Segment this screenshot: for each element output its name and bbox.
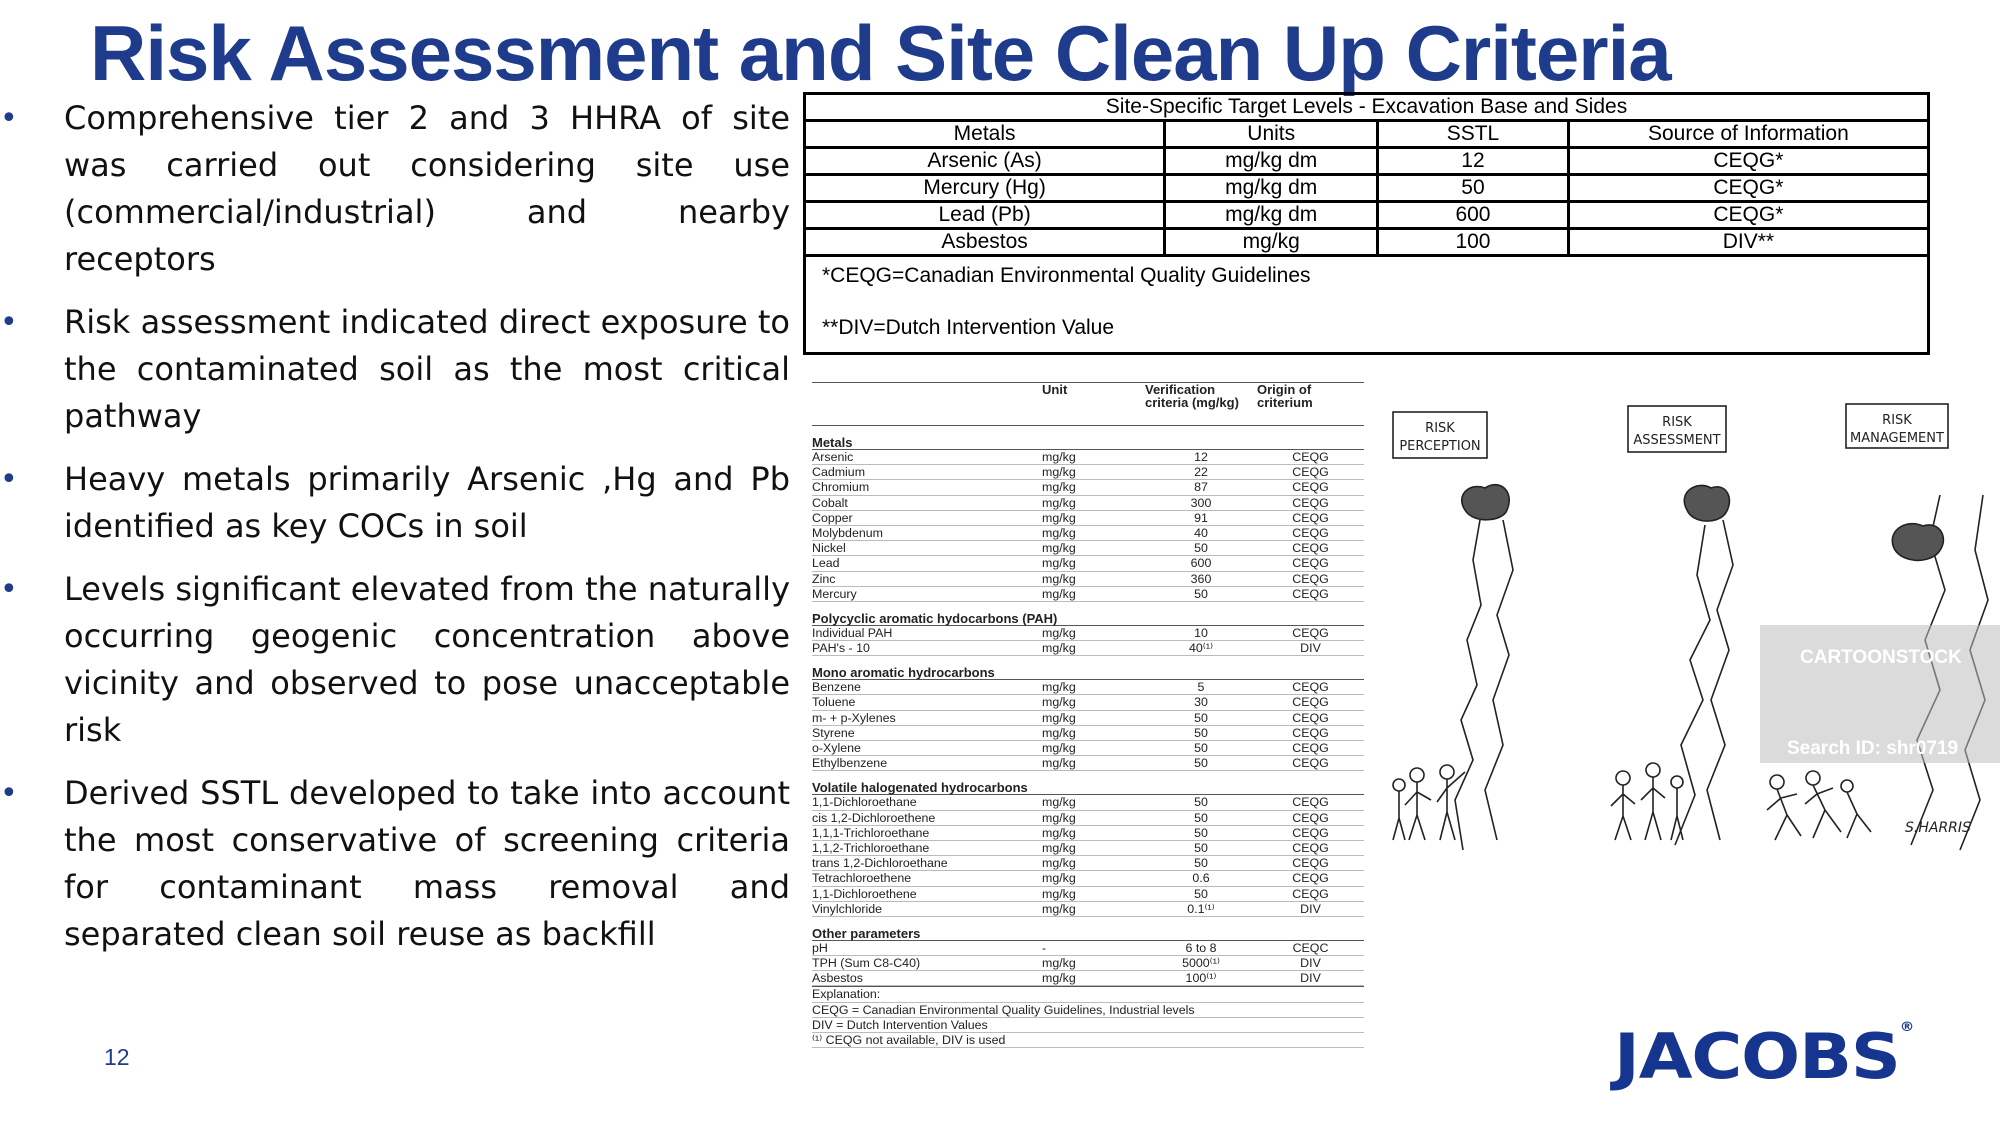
criteria-cell: PAH's - 10: [812, 641, 870, 656]
criteria-explanation-line: CEQG = Canadian Environmental Quality Guidelines, Industrial levels: [812, 1003, 1364, 1018]
criteria-header-unit: Unit: [1042, 382, 1068, 397]
sign-risk-assessment-line1: RISK: [1662, 415, 1692, 430]
criteria-row: [812, 641, 1364, 656]
sstl-row: [806, 202, 1927, 229]
bullet-dot-icon: •: [0, 776, 18, 811]
sstl-table: [803, 92, 1930, 355]
bullet-dot-icon: •: [0, 305, 18, 340]
criteria-cell: Chromium: [812, 480, 870, 495]
criteria-cell: 5000⁽¹⁾: [1182, 956, 1220, 971]
criteria-cell: 87: [1194, 480, 1208, 495]
sstl-cell: mg/kg: [1165, 229, 1378, 256]
bullet-item: • Levels significant elevated from the naturally occurring geogenic concentration above vicinity and observed to pose unacceptable risk: [0, 566, 790, 754]
criteria-row: [812, 556, 1364, 571]
criteria-cell: mg/kg: [1042, 571, 1076, 586]
criteria-row: [812, 871, 1364, 886]
criteria-row: [812, 795, 1364, 810]
sstl-cell: 600: [1378, 202, 1569, 229]
criteria-explanation: [812, 986, 1364, 1048]
criteria-row: [812, 526, 1364, 541]
criteria-group-title: Other parameters: [812, 917, 1364, 941]
criteria-row: [812, 887, 1364, 902]
criteria-cell: CEQG: [1292, 680, 1329, 695]
sign-risk-management-line2: MANAGEMENT: [1850, 431, 1944, 446]
criteria-explanation-line: DIV = Dutch Intervention Values: [812, 1018, 1364, 1033]
criteria-cell: 600: [1190, 556, 1212, 571]
criteria-row: [812, 572, 1364, 587]
criteria-cell: mg/kg: [1042, 956, 1076, 971]
criteria-cell: mg/kg: [1042, 856, 1076, 871]
criteria-cell: 5: [1197, 680, 1205, 695]
criteria-cell: Molybdenum: [812, 525, 883, 540]
slide-title: Risk Assessment and Site Clean Up Criteria: [90, 9, 1671, 97]
sstl-cell: mg/kg dm: [1165, 175, 1378, 202]
sstl-cell: mg/kg dm: [1165, 148, 1378, 175]
criteria-cell: Nickel: [812, 541, 846, 556]
criteria-cell: 50: [1194, 840, 1208, 855]
criteria-row: [812, 480, 1364, 495]
criteria-row: [812, 741, 1364, 756]
criteria-cell: CEQG: [1292, 825, 1329, 840]
criteria-cell: 50: [1194, 725, 1208, 740]
criteria-row: [812, 626, 1364, 641]
criteria-cell: 1,1,2-Trichloroethane: [812, 840, 930, 855]
criteria-cell: mg/kg: [1042, 795, 1076, 810]
bullet-item: • Risk assessment indicated direct exposure to the contaminated soil as the most critical pathway: [0, 299, 790, 440]
criteria-cell: 1,1,1-Trichloroethane: [812, 825, 930, 840]
criteria-cell: mg/kg: [1042, 871, 1076, 886]
criteria-cell: 0.1⁽¹⁾: [1187, 901, 1215, 916]
criteria-cell: 6 to 8: [1185, 940, 1217, 955]
criteria-row: [812, 695, 1364, 710]
criteria-row: [812, 496, 1364, 511]
criteria-cell: Vinylchloride: [812, 901, 883, 916]
criteria-cell: 91: [1194, 510, 1208, 525]
sstl-header-metals: Metals: [806, 121, 1165, 148]
bullet-dot-icon: •: [0, 572, 18, 607]
jacobs-logo: JACOBS®: [1614, 1020, 1914, 1093]
criteria-group-title: Metals: [812, 426, 1364, 450]
criteria-group-title: Mono aromatic hydrocarbons: [812, 656, 1364, 680]
sstl-cell: 50: [1378, 175, 1569, 202]
sstl-cell: Asbestos: [806, 229, 1165, 256]
criteria-cell: mg/kg: [1042, 495, 1076, 510]
criteria-cell: CEQG: [1292, 465, 1329, 480]
criteria-cell: mg/kg: [1042, 450, 1076, 464]
sstl-header-sstl: SSTL: [1378, 121, 1569, 148]
criteria-cell: CEQG: [1292, 450, 1329, 464]
criteria-cell: 50: [1194, 825, 1208, 840]
bullet-item: • Derived SSTL developed to take into account the most conservative of screening criteria for contaminant mass removal and separated clean soil reuse as backfill: [0, 770, 790, 958]
sign-risk-assessment-line2: ASSESSMENT: [1633, 433, 1721, 448]
sstl-note-ceqg: *CEQG=Canadian Environmental Quality Guidelines: [822, 264, 1311, 287]
criteria-cell: mg/kg: [1042, 480, 1076, 495]
bullet-dot-icon: •: [0, 101, 18, 136]
criteria-cell: Arsenic: [812, 450, 854, 464]
criteria-cell: 50: [1194, 541, 1208, 556]
criteria-row: [812, 726, 1364, 741]
criteria-row: [812, 465, 1364, 480]
sstl-cell: Lead (Pb): [806, 202, 1165, 229]
criteria-row: [812, 587, 1364, 602]
criteria-cell: m- + p-Xylenes: [812, 710, 896, 725]
criteria-cell: 0.6: [1192, 871, 1210, 886]
criteria-cell: mg/kg: [1042, 586, 1076, 601]
criteria-cell: CEQG: [1292, 710, 1329, 725]
criteria-cell: TPH (Sum C8-C40): [812, 956, 921, 971]
criteria-cell: mg/kg: [1042, 825, 1076, 840]
criteria-cell: 50: [1194, 710, 1208, 725]
criteria-cell: -: [1042, 940, 1047, 955]
criteria-cell: Asbestos: [812, 971, 863, 986]
criteria-cell: mg/kg: [1042, 641, 1076, 656]
criteria-cell: mg/kg: [1042, 680, 1076, 695]
sstl-cell: DIV**: [1568, 229, 1927, 256]
criteria-cell: pH: [812, 940, 828, 955]
criteria-cell: Individual PAH: [812, 625, 893, 640]
sstl-header-source: Source of Information: [1568, 121, 1927, 148]
criteria-cell: 50: [1194, 886, 1208, 901]
criteria-cell: mg/kg: [1042, 510, 1076, 525]
criteria-row: [812, 541, 1364, 556]
criteria-row: [812, 941, 1364, 956]
criteria-cell: CEQG: [1292, 886, 1329, 901]
sstl-cell: Arsenic (As): [806, 148, 1165, 175]
criteria-cell: CEQG: [1292, 525, 1329, 540]
criteria-cell: 50: [1194, 856, 1208, 871]
criteria-cell: mg/kg: [1042, 840, 1076, 855]
criteria-cell: CEQG: [1292, 810, 1329, 825]
sstl-cell: CEQG*: [1568, 148, 1927, 175]
criteria-cell: Benzene: [812, 680, 861, 695]
criteria-cell: 22: [1194, 465, 1208, 480]
criteria-header-verification: Verification criteria (mg/kg): [1145, 382, 1239, 410]
criteria-cell: Cobalt: [812, 495, 848, 510]
criteria-cell: 1,1-Dichloroethane: [812, 795, 917, 810]
criteria-cell: 40⁽¹⁾: [1189, 641, 1213, 656]
criteria-cell: 50: [1194, 810, 1208, 825]
criteria-cell: mg/kg: [1042, 971, 1076, 986]
criteria-cell: trans 1,2-Dichloroethane: [812, 856, 948, 871]
criteria-cell: mg/kg: [1042, 625, 1076, 640]
page-number: 12: [104, 1044, 130, 1070]
criteria-header-origin: Origin of criterium: [1257, 382, 1313, 410]
criteria-cell: 360: [1190, 571, 1212, 586]
sstl-row: [806, 148, 1927, 175]
criteria-cell: 50: [1194, 756, 1208, 771]
sstl-note-div: **DIV=Dutch Intervention Value: [822, 316, 1115, 339]
criteria-cell: 1,1-Dichloroethene: [812, 886, 917, 901]
criteria-cell: CEQG: [1292, 495, 1329, 510]
criteria-cell: cis 1,2-Dichloroethene: [812, 810, 936, 825]
watermark-brand: CARTOONSTOCK: [1800, 647, 1962, 668]
criteria-cell: Mercury: [812, 586, 857, 601]
criteria-cell: DIV: [1300, 956, 1321, 971]
criteria-row: [812, 811, 1364, 826]
criteria-cell: mg/kg: [1042, 810, 1076, 825]
criteria-cell: Copper: [812, 510, 853, 525]
criteria-cell: CEQG: [1292, 586, 1329, 601]
criteria-cell: CEQG: [1292, 556, 1329, 571]
criteria-explanation-line: ⁽¹⁾ CEQG not available, DIV is used: [812, 1033, 1364, 1048]
criteria-cell: CEQC: [1292, 940, 1329, 955]
criteria-cell: CEQG: [1292, 856, 1329, 871]
criteria-cell: Zinc: [812, 571, 836, 586]
bullet-dot-icon: •: [0, 462, 18, 497]
criteria-row: [812, 971, 1364, 986]
criteria-row: [812, 856, 1364, 871]
criteria-cell: mg/kg: [1042, 525, 1076, 540]
criteria-row: [812, 711, 1364, 726]
criteria-cell: CEQG: [1292, 541, 1329, 556]
criteria-group-title: Volatile halogenated hydrocarbons: [812, 771, 1364, 795]
criteria-cell: DIV: [1300, 901, 1321, 916]
sign-risk-perception-line2: PERCEPTION: [1399, 439, 1481, 454]
bullet-item: • Comprehensive tier 2 and 3 HHRA of site was carried out considering site use (commercial/industrial) and nearby receptors: [0, 95, 790, 283]
criteria-header: [812, 382, 1364, 426]
criteria-cell: CEQG: [1292, 725, 1329, 740]
bullet-list: [0, 95, 790, 974]
criteria-cell: CEQG: [1292, 756, 1329, 771]
criteria-explanation-line: Explanation:: [812, 987, 1364, 1002]
bullet-item: • Heavy metals primarily Arsenic ,Hg and Pb identified as key COCs in soil: [0, 456, 790, 550]
sstl-row: [806, 175, 1927, 202]
criteria-cell: CEQG: [1292, 510, 1329, 525]
sstl-cell: Mercury (Hg): [806, 175, 1165, 202]
criteria-cell: 12: [1194, 450, 1208, 464]
criteria-row: [812, 826, 1364, 841]
criteria-cell: CEQG: [1292, 480, 1329, 495]
criteria-cell: Styrene: [812, 725, 855, 740]
sstl-cell: 100: [1378, 229, 1569, 256]
criteria-cell: mg/kg: [1042, 901, 1076, 916]
criteria-cell: mg/kg: [1042, 741, 1076, 755]
criteria-cell: 100⁽¹⁾: [1185, 971, 1217, 986]
criteria-cell: mg/kg: [1042, 695, 1076, 710]
criteria-cell: CEQG: [1292, 695, 1329, 710]
criteria-cell: mg/kg: [1042, 465, 1076, 480]
criteria-row: [812, 902, 1364, 917]
criteria-cell: Lead: [812, 556, 840, 571]
criteria-row: [812, 841, 1364, 856]
criteria-cell: CEQG: [1292, 741, 1329, 755]
criteria-group-title: Polycyclic aromatic hydocarbons (PAH): [812, 602, 1364, 626]
verification-criteria-table: [812, 382, 1364, 1048]
criteria-cell: mg/kg: [1042, 710, 1076, 725]
criteria-cell: CEQG: [1292, 571, 1329, 586]
criteria-cell: Toluene: [812, 695, 856, 710]
criteria-cell: mg/kg: [1042, 541, 1076, 556]
sstl-cell: mg/kg dm: [1165, 202, 1378, 229]
sstl-caption: Site-Specific Target Levels - Excavation Base and Sides: [806, 95, 1927, 121]
criteria-cell: mg/kg: [1042, 886, 1076, 901]
sign-risk-perception-line1: RISK: [1425, 421, 1455, 436]
criteria-cell: mg/kg: [1042, 725, 1076, 740]
sstl-notes: [806, 257, 1927, 347]
criteria-cell: DIV: [1300, 971, 1321, 986]
criteria-cell: 50: [1194, 741, 1208, 755]
criteria-row: [812, 680, 1364, 695]
cartoon-signature: S.HARRIS: [1905, 820, 1971, 836]
sstl-cell: CEQG*: [1568, 202, 1927, 229]
criteria-cell: 300: [1190, 495, 1212, 510]
criteria-row: [812, 450, 1364, 465]
sstl-cell: 12: [1378, 148, 1569, 175]
criteria-cell: 50: [1194, 795, 1208, 810]
criteria-cell: DIV: [1300, 641, 1321, 656]
criteria-cell: 10: [1194, 625, 1208, 640]
criteria-cell: CEQG: [1292, 871, 1329, 886]
watermark-search-id: Search ID: shr0719: [1787, 738, 1959, 759]
criteria-cell: CEQG: [1292, 625, 1329, 640]
criteria-row: [812, 756, 1364, 771]
criteria-cell: mg/kg: [1042, 556, 1076, 571]
criteria-cell: Cadmium: [812, 465, 866, 480]
sstl-header-units: Units: [1165, 121, 1378, 148]
criteria-cell: 50: [1194, 586, 1208, 601]
criteria-row: [812, 511, 1364, 526]
sign-risk-management-line1: RISK: [1882, 413, 1912, 428]
criteria-cell: 30: [1194, 695, 1208, 710]
criteria-cell: mg/kg: [1042, 756, 1076, 771]
criteria-cell: o-Xylene: [812, 741, 861, 755]
registered-mark: ®: [1899, 1020, 1914, 1035]
sstl-cell: CEQG*: [1568, 175, 1927, 202]
criteria-row: [812, 956, 1364, 971]
criteria-cell: Tetrachloroethene: [812, 871, 912, 886]
criteria-cell: Ethylbenzene: [812, 756, 888, 771]
criteria-cell: CEQG: [1292, 840, 1329, 855]
sstl-row: [806, 229, 1927, 256]
criteria-cell: 40: [1194, 525, 1208, 540]
criteria-cell: CEQG: [1292, 795, 1329, 810]
